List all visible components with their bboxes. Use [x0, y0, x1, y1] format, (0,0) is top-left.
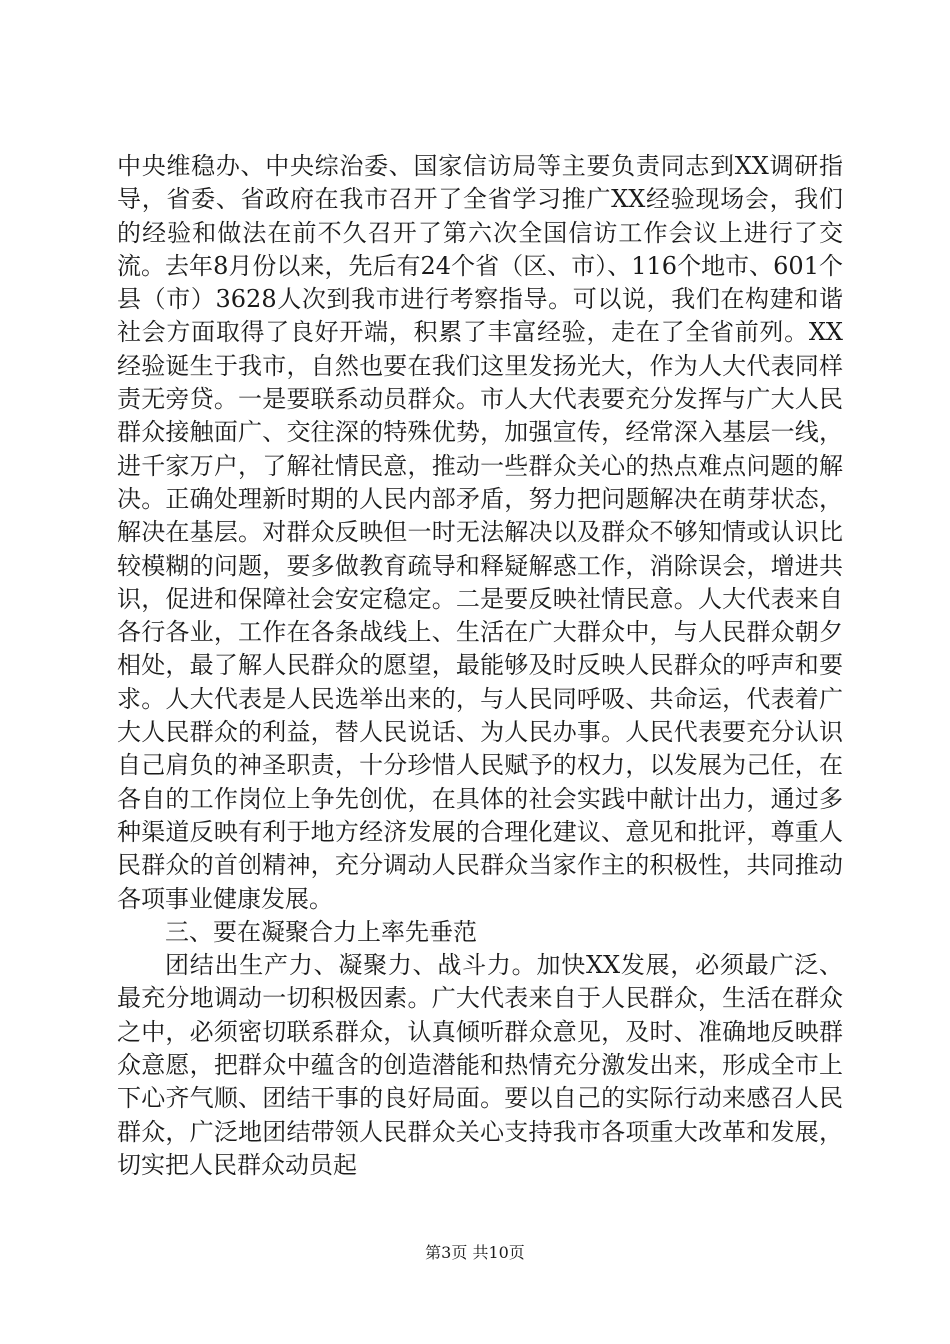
- body-paragraph: 中央维稳办、中央综治委、国家信访局等主要负责同志到XX调研指导，省委、省政府在我市召开了全省学习推广XX经验现场会，我们的经验和做法在前不久召开了第六次全国信访工作会议上进行了交流。去年8月份以来，先后有24个省（区、市）、116个地市、601个县（市）3628人次到我市进行考察指导。可以说，我们在构建和谐社会方面取得了良好开端，积累了丰富经验，走在了全省前列。XX经验诞生于我市，自然也要在我们这里发扬光大，作为人大代表同样责无旁贷。一是要联系动员群众。市人大代表要充分发挥与广大人民群众接触面广、交往深的特殊优势，加强宣传，经常深入基层一线，进千家万户，了解社情民意，推动一些群众关心的热点难点问题的解决。正确处理新时期的人民内部矛盾，努力把问题解决在萌芽状态，解决在基层。对群众反映但一时无法解决以及群众不够知情或认识比较模糊的问题，要多做教育疏导和释疑解惑工作，消除误会，增进共识，促进和保障社会安定稳定。二是要反映社情民意。人大代表来自各行各业，工作在各条战线上、生活在广大群众中，与人民群众朝夕相处，最了解人民群众的愿望，最能够及时反映人民群众的呼声和要求。人大代表是人民选举出来的，与人民同呼吸、共命运，代表着广大人民群众的利益，替人民说话、为人民办事。人民代表要充分认识自己肩负的神圣职责，十分珍惜人民赋予的权力，以发展为己任，在各自的工作岗位上争先创优，在具体的社会实践中献计出力，通过多种渠道反映有利于地方经济发展的合理化建议、意见和批评，尊重人民群众的首创精神，充分调动人民群众当家作主的积极性，共同推动各项事业健康发展。: [117, 152, 843, 913]
- section-heading: 三、要在凝聚合力上率先垂范: [165, 917, 477, 946]
- document-body: [117, 150, 843, 1182]
- body-paragraph: 团结出生产力、凝聚力、战斗力。加快XX发展，必须最广泛、最充分地调动一切积极因素。广大代表来自于人民群众，生活在群众之中，必须密切联系群众，认真倾听群众意见，及时、准确地反映群众意愿，把群众中蕴含的创造潜能和热情充分激发出来，形成全市上下心齐气顺、团结干事的良好局面。要以自己的实际行动来感召人民群众，广泛地团结带领人民群众关心支持我市各项重大改革和发展，切实把人民群众动员起: [117, 951, 843, 1179]
- page-footer: 第3页 共10页: [425, 1243, 525, 1262]
